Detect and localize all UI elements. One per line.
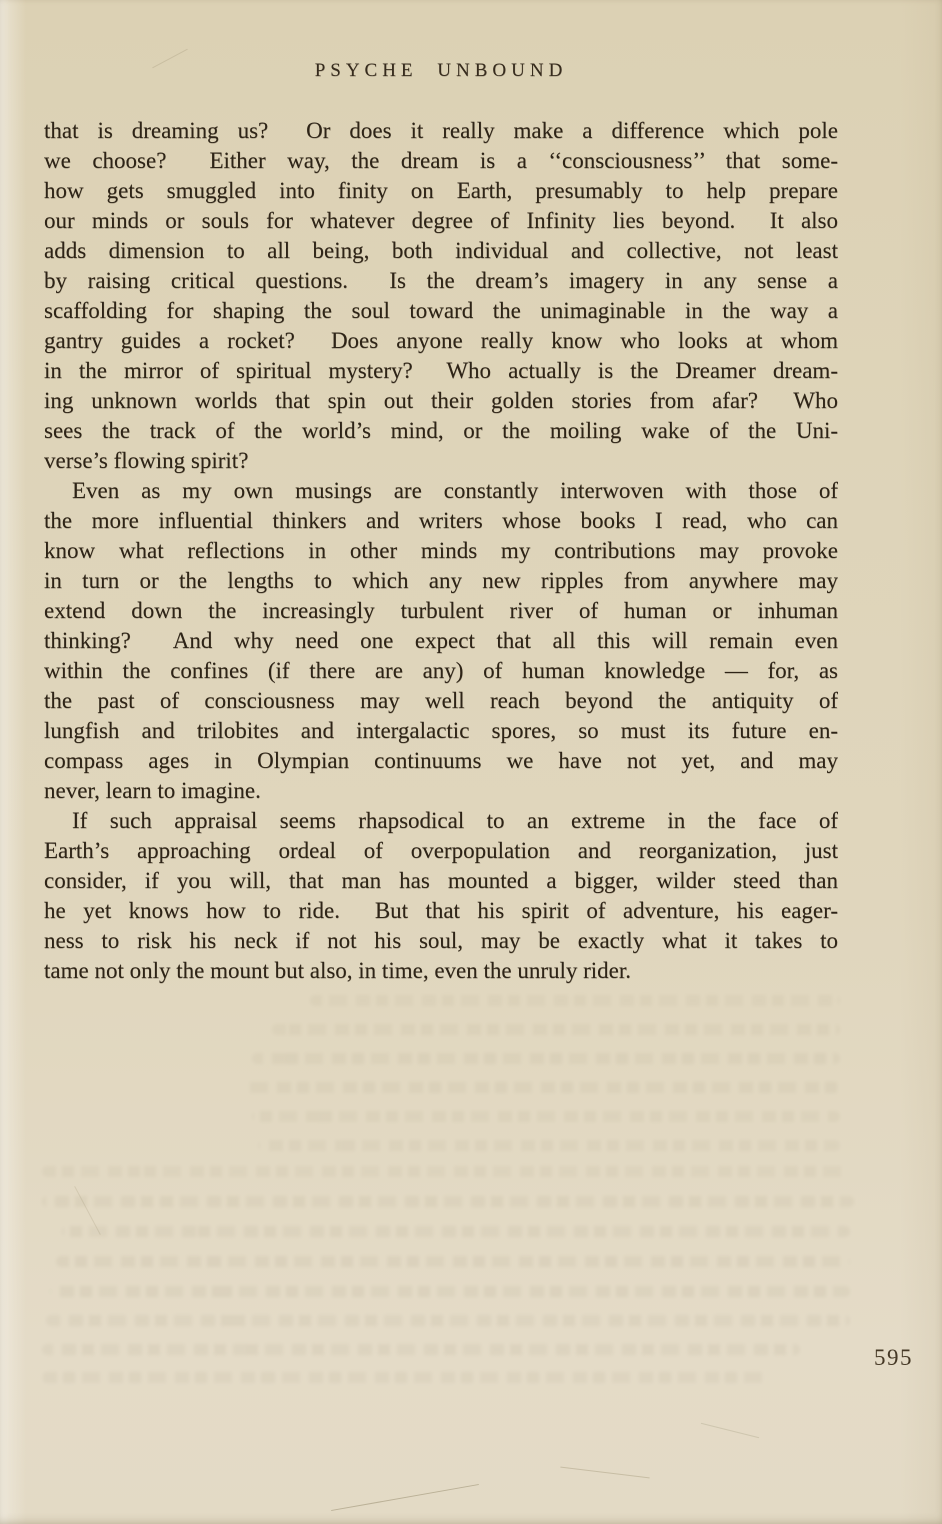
body-line: within the confines (if there are any) of human knowledge — for, as <box>44 658 838 683</box>
bleed-through-line <box>42 1372 770 1383</box>
bleed-through-line <box>42 1196 854 1207</box>
body-text <box>44 116 838 986</box>
bleed-through-line <box>310 995 840 1006</box>
page-number: 595 <box>874 1345 913 1370</box>
body-line: how gets smuggled into finity on Earth, presumably to help prepare <box>44 178 838 203</box>
bleed-through-line <box>42 1344 800 1355</box>
bleed-through-line <box>42 1166 850 1177</box>
bleed-through-line <box>272 1024 840 1035</box>
body-line: the past of consciousness may well reach beyond the antiquity of <box>44 688 838 713</box>
body-line: If such appraisal seems rhapsodical to an extreme in the face of <box>72 808 838 833</box>
body-line: know what reflections in other minds my contributions may provoke <box>44 538 838 563</box>
body-line: gantry guides a rocket? Does anyone really know who looks at whom <box>44 328 838 353</box>
body-line: compass ages in Olympian continuums we have not yet, and may <box>44 748 838 773</box>
body-line: by raising critical questions. Is the dream’s imagery in any sense a <box>44 268 838 293</box>
body-line: extend down the increasingly turbulent river of human or inhuman <box>44 598 838 623</box>
body-line: the more influential thinkers and writers whose books I read, who can <box>44 508 838 533</box>
bleed-through-line <box>252 1111 840 1122</box>
body-line: in the mirror of spiritual mystery? Who actually is the Dreamer dream- <box>44 358 838 383</box>
bleed-through-line <box>50 1286 850 1297</box>
body-line: consider, if you will, that man has mounted a bigger, wilder steed than <box>44 868 838 893</box>
bleed-through-line <box>246 1082 840 1093</box>
body-line: Even as my own musings are constantly interwoven with those of <box>72 478 838 503</box>
bleed-through-line <box>258 1140 840 1151</box>
body-line: ness to risk his neck if not his soul, may be exactly what it takes to <box>44 928 838 953</box>
body-line: our minds or souls for whatever degree of Infinity lies beyond. It also <box>44 208 838 233</box>
paper-scratch <box>560 1467 649 1479</box>
body-line: lungfish and trilobites and intergalactic spores, so must its future en- <box>44 718 838 743</box>
body-line: verse’s flowing spirit? <box>44 448 249 473</box>
bleed-through-line <box>46 1315 850 1326</box>
paper-scratch <box>701 1423 759 1438</box>
bleed-through-line <box>62 1226 850 1237</box>
body-line: he yet knows how to ride. But that his spirit of adventure, his eager- <box>44 898 838 923</box>
bleed-through-line <box>56 1256 850 1267</box>
body-line: scaffolding for shaping the soul toward the unimaginable in the way a <box>44 298 838 323</box>
body-line: ing unknown worlds that spin out their golden stories from afar? Who <box>44 388 838 413</box>
body-line: tame not only the mount but also, in time, even the unruly rider. <box>44 958 632 983</box>
body-line: never, learn to imagine. <box>44 778 261 803</box>
body-line: we choose? Either way, the dream is a ‘‘consciousness’’ that some- <box>44 148 838 173</box>
running-head: PSYCHE UNBOUND <box>314 60 568 81</box>
body-line: sees the track of the world’s mind, or the moiling wake of the Uni- <box>44 418 838 443</box>
body-line: adds dimension to all being, both individual and collective, not least <box>44 238 838 263</box>
paper-scratch <box>74 1186 101 1235</box>
body-line: thinking? And why need one expect that all this will remain even <box>44 628 838 653</box>
body-line: that is dreaming us? Or does it really make a difference which pole <box>44 118 838 143</box>
bleed-through-line <box>252 1053 840 1064</box>
paper-scratch <box>331 1484 479 1511</box>
body-line: in turn or the lengths to which any new ripples from anywhere may <box>44 568 838 593</box>
body-line: Earth’s approaching ordeal of overpopulation and reorganization, just <box>44 838 838 863</box>
